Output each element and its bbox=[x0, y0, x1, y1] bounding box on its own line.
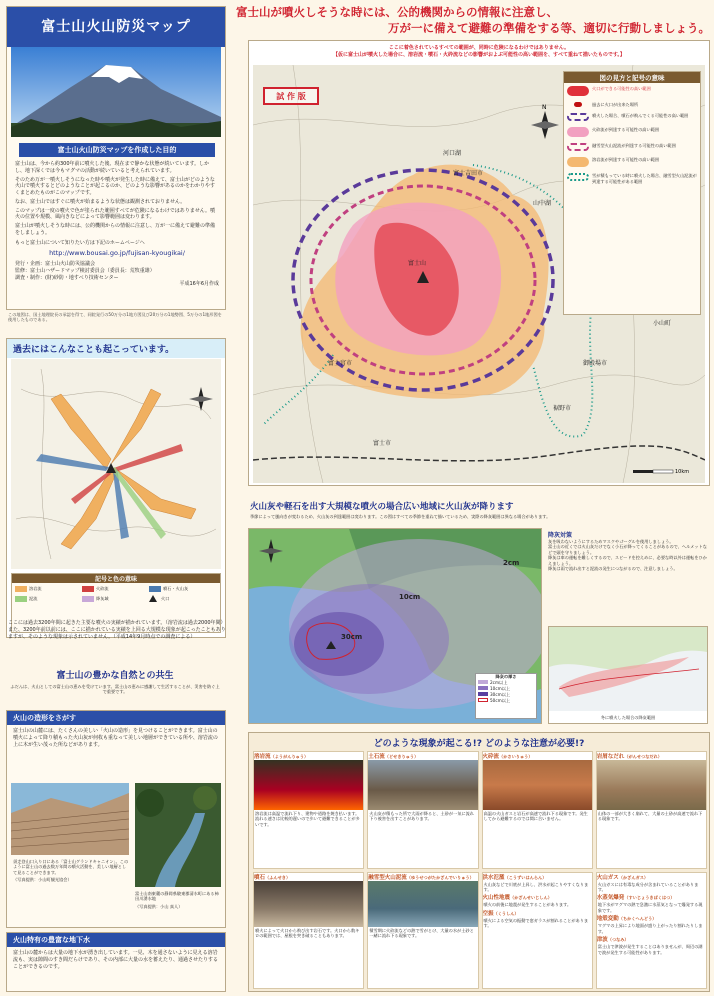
ash-legend-item: 10cm以上 bbox=[476, 685, 536, 691]
info-url[interactable]: http://www.bousai.go.jp/fujisan-kyougikai/ bbox=[49, 249, 185, 258]
contour-label-10cm: 10cm bbox=[399, 593, 421, 601]
city-label-susono: 裾野市 bbox=[553, 405, 572, 412]
inset-map bbox=[548, 626, 708, 724]
ash-swatch-30-icon bbox=[478, 692, 488, 696]
legend-item: 融雪型火山泥流が到達する可能性の高い範囲 bbox=[567, 143, 697, 151]
publisher-2: 監修：富士山ハザードマップ検討委員会（委員長：荒牧重雄） bbox=[15, 267, 155, 274]
phenomenon-card: 土石流（どせきりゅう） 火山灰が積もった所で大雨が降ると、土砂が一気に流れ下り被害を出すことがあります。 bbox=[367, 751, 478, 869]
city-label-fujisan: 富士山 bbox=[408, 260, 427, 267]
water-heading: 火山特有の豊富な地下水 bbox=[7, 933, 225, 947]
snow-lahar-photo bbox=[368, 881, 477, 927]
phenomenon-card: 溶岩流（ようがんりゅう） 溶岩流は高温で流れ下り、建物や道路を焼き払います。流れる速さは比較的遅いので歩いて避難できることが多いです。 bbox=[253, 751, 364, 869]
past-legend-item: 噴石・火山灰 bbox=[149, 586, 213, 592]
inset-caption: 冬に噴火した場合の降灰範囲 bbox=[600, 715, 656, 720]
hazard-legend bbox=[563, 71, 701, 315]
crater-swatch-icon bbox=[567, 86, 589, 96]
ballistic-swatch-icon bbox=[567, 113, 589, 121]
contour-label-30cm: 30cm bbox=[341, 633, 363, 641]
phenomena-grid bbox=[253, 751, 707, 989]
map-source-caption: この地図は、国土地理院長の承認を得て、同院発行の50万分の1地方図及び20万分の1地勢図、5万分の1地形図を使用したものである。 bbox=[8, 312, 222, 323]
nature-intro: ふだんは、火山としての富士山の恵みを受けています。富士山の恵みに感謝して生活することが、災害を防ぐ上で重要です。 bbox=[10, 684, 220, 695]
past-heading: 過去にはこんなことも起こっています。 bbox=[7, 339, 225, 358]
past-legend-item: 降灰域 bbox=[82, 595, 146, 602]
legend-item: 雪が積もっている時に噴火した場合、融雪型火山泥流が到達する可能性がある範囲 bbox=[567, 173, 697, 184]
ash-note-heading: 降灰対策 bbox=[548, 532, 573, 539]
more-info: もっと富士山について知りたい方は下記のホームページへ bbox=[15, 239, 145, 246]
ash-map-panel bbox=[248, 528, 542, 724]
phenomenon-card: 噴石（ふんせき） 噴火によって火口から飛び出す岩石です。火口から数キロの範囲では、屋根を突き破ることもあります。 bbox=[253, 872, 364, 990]
past-compass-icon bbox=[189, 387, 213, 411]
svg-text:N: N bbox=[542, 104, 547, 111]
legend-item: 過去に火口が出来た場所 bbox=[567, 102, 697, 107]
lava-photo bbox=[254, 760, 363, 810]
city-label-fujinomiya: 富士宮市 bbox=[328, 360, 353, 367]
legend-item: 火砕流が到達する可能性の高い範囲 bbox=[567, 127, 697, 137]
nature-heading: 富士山の豊かな自然との共生 bbox=[56, 671, 174, 681]
ash-legend-title: 降灰の厚さ bbox=[495, 674, 517, 679]
pyroclastic-photo bbox=[483, 760, 592, 810]
canyon-caption: 須走登山口入り口にある「富士山グランドキャニオン」。このように富士山の過去数万年間の噴火活動を、美しい地層として見ることができます。 （写真提供：小山町観光協会） bbox=[13, 859, 129, 883]
publisher-3: 調査・制作：(財)砂防・地すべり技術センター bbox=[15, 274, 119, 281]
past-description: ここには過去3200年間に起きた主要な噴火の実績が描かれています。（溶岩流は過去2000年間）また、3200年前以前には、ここに描かれている実績を上回る大規模な現象が起こったこともありますが、そのような現象は示されていません。（平成14年9月時点での調査による） bbox=[8, 620, 226, 640]
ash-note-4: 降灰は雨で流れ出すと泥流の発生につながるので、注意しましょう。 bbox=[548, 566, 678, 572]
city-label-fujiyoshida: 富士吉田市 bbox=[453, 170, 484, 177]
snow-lahar-swatch-icon bbox=[567, 173, 589, 181]
ash-swatch-icon bbox=[149, 586, 161, 592]
ash-note-3: 降灰は車の運転を難しくするので、スピードを控えめに、必要な時以外は運転をひかえましょう。 bbox=[548, 555, 707, 566]
page-title: 富士山火山防災マップ bbox=[41, 19, 191, 35]
purpose-heading: 富士山火山防災マップを作成した目的 bbox=[19, 143, 215, 157]
lahar-swatch-icon bbox=[15, 596, 27, 602]
spring-caption: 富士山南東麓の静岡県駿東郡清水町にある柿田川湧水地 （写真提供：小山 真人） bbox=[135, 891, 219, 909]
past-legend-title: 記号と色の意味 bbox=[12, 574, 220, 583]
main-headline bbox=[236, 4, 710, 36]
ashfall-swatch-icon bbox=[82, 596, 94, 602]
scale-label: 10km bbox=[675, 469, 690, 475]
landform-panel bbox=[6, 710, 226, 928]
legend-item: 火口ができる可能性の高い範囲 bbox=[567, 86, 697, 96]
ash-subheading: 季節によって風向きが変わるため、火山灰の到達範囲は変わります。この図はすべての季節を重ねて描いているため、実際の降灰範囲は異なる場合があります。 bbox=[250, 514, 551, 519]
landform-heading: 火山の造形をさがす bbox=[7, 711, 225, 725]
spring-photo bbox=[135, 783, 221, 887]
hazard-map-panel bbox=[248, 40, 710, 486]
purpose-p3: なお、富士山ではすぐに噴火が始まるような状態は観測されておりません。 bbox=[15, 198, 186, 205]
ash-heading: 火山灰や軽石を出す大規模な噴火の場合広い地域に火山灰が降ります bbox=[250, 502, 514, 512]
purpose-body bbox=[15, 161, 219, 288]
avalanche-photo bbox=[597, 760, 706, 810]
headline-line-1: 富士山が噴火しそうな時には、公的機関からの情報に注意し、 bbox=[236, 5, 558, 19]
city-label-kawaguchiko: 河口湖 bbox=[443, 150, 462, 157]
hazard-legend-title: 図の見方と記号の意味 bbox=[564, 72, 700, 83]
ash-legend-item: 2cm以上 bbox=[476, 679, 536, 685]
legend-item: 噴火した場合、噴石が飛んでくる可能性の高い範囲 bbox=[567, 113, 697, 121]
city-label-gotemba: 御殿場市 bbox=[583, 360, 608, 367]
phenomenon-card: 洪水氾濫（こうずいはんらん） 火山灰などで川底が上昇し、洪水が起こりやすくなります。 火山性地震（かざんせいじしん） 噴火の前後に地震が発生することがあります。 空振（くうしん） 噴火による空気の振動で窓ガラスが割れることがあります。 bbox=[482, 872, 593, 990]
ash-swatch-50-icon bbox=[478, 698, 488, 702]
phenomenon-card: 融雪型火山泥流（ゆうせつがたかざんでいりゅう） 積雪期に火砕流などの熱で雪がとけ、大量の水が土砂と一緒に流れ下る現象です。 bbox=[367, 872, 478, 990]
city-label-oyama: 小山町 bbox=[653, 320, 672, 327]
purpose-p2: そのため万が一噴火しそうになった時や噴火が発生した時に備えて、富士山がどのような火山で噴火するとどのようなことが起こるのか、どのような影響があるのかをわかりやすくまとめたものがこのマップです。 bbox=[15, 176, 216, 196]
water-panel bbox=[6, 932, 226, 992]
pyroclastic-swatch-icon bbox=[82, 586, 94, 592]
trial-stamp: 試 作 版 bbox=[263, 87, 319, 105]
ash-note-2: 富士山の近くでは火山灰だけでなく小石が降ってくることがあるので、ヘルメットなどで頭を守りましょう。 bbox=[548, 544, 707, 555]
crater-icon bbox=[149, 595, 157, 602]
headline-line-2: 万が一に備えて避難の準備をする等、適切に行動しましょう。 bbox=[388, 21, 710, 35]
past-map bbox=[11, 359, 221, 569]
hazard-intro: ここに着色されているすべての範囲が、同時に危険になるわけではありません。 【仮に富士山が噴火した場合に、溶岩流・噴石・火砕流などの影響がおよぶ可能性の高い範囲を、すべて重ねて描いたものです。】 bbox=[333, 45, 625, 58]
past-legend-item: 泥流 bbox=[15, 595, 79, 602]
city-label-fuji: 富士市 bbox=[373, 440, 392, 447]
debris-flow-photo bbox=[368, 760, 477, 810]
legend-item: 溶岩流が到達する可能性の高い範囲 bbox=[567, 157, 697, 167]
ballistic-photo bbox=[254, 881, 363, 927]
ash-swatch-10-icon bbox=[478, 686, 488, 690]
past-legend-item: 火砕流 bbox=[82, 586, 146, 592]
past-crater-dot-icon bbox=[574, 102, 582, 107]
city-label-yamanakako: 山中湖 bbox=[533, 200, 552, 207]
past-eruptions-panel bbox=[6, 338, 226, 638]
phenomenon-card: 火砕流（かさいりゅう） 高温の火山ガスと岩石が高速で流れ下る現象です。発生してから避難するのでは間に合いません。 bbox=[482, 751, 593, 869]
date-note: 平成16年6月作成 bbox=[179, 281, 219, 288]
title-card bbox=[6, 6, 226, 310]
phenomenon-card: 岩屑なだれ（がんせつなだれ） 山体の一部が大きく崩れて、大量の土砂が高速で流れ下る現象です。 bbox=[596, 751, 707, 869]
ash-legend-item: 30cm以上 bbox=[476, 691, 536, 697]
publisher-1: 発行・企画：富士山火山防災協議会 bbox=[15, 261, 96, 268]
ash-note-1: 灰を吸わないようにするためマスクやゴーグルを使用しましょう。 bbox=[548, 539, 674, 544]
contour-label-2cm: 2cm bbox=[503, 559, 520, 567]
fuji-photo bbox=[11, 47, 221, 137]
pyroclastic-swatch-icon bbox=[567, 127, 589, 137]
past-legend-item: 火口 bbox=[149, 595, 213, 602]
title-banner bbox=[7, 7, 225, 47]
ash-legend bbox=[475, 673, 537, 719]
phenomena-panel bbox=[248, 732, 710, 992]
phenomenon-card: 火山ガス（かざんガス） 火山ガスには有毒な成分が含まれていることがあります。 水蒸気爆発（すいじょうきばくはつ） 地下水がマグマの熱で急激に水蒸気となって爆発する現象です。 地殻変動（ちかくへんどう） マグマの上昇により地面が盛り上がったり割れたりします。 津波（つなみ） 富士山で津波が発生することはありませんが、周辺の湖で波が発生する可能性があります。 bbox=[596, 872, 707, 990]
ash-swatch-2-icon bbox=[478, 680, 488, 684]
lahar-swatch-icon bbox=[567, 143, 589, 151]
ash-legend-item: 50cm以上 bbox=[476, 697, 536, 703]
lava-swatch-icon bbox=[567, 157, 589, 167]
water-text: 富士山の麓からは大量の地下水が湧き出しています。一見、木を通さないように見える溶岩流も、実は隙間のすき間だらけであり、その内部に大量の水を蓄えたり、通過させたりすることができるのです。 bbox=[13, 950, 219, 970]
past-legend-item: 溶岩流 bbox=[15, 586, 79, 592]
purpose-p1: 富士山は、今から約300年前に噴火した後、現在まで静かな状態が続いています。しかし、地下深くでは今もマグマの活動が続いていると考えられています。 bbox=[15, 161, 210, 174]
landform-text: 富士山の山麓には、たくさんの美しい「火山の造形」を見つけることができます。富士山の噴火によって降り積もった火山灰が何枚も重なって美しい地層ができている所や、溶岩流の上に木が生い茂った所などがあります。 bbox=[13, 728, 218, 748]
canyon-photo bbox=[11, 783, 129, 855]
lava-swatch-icon bbox=[15, 586, 27, 592]
ash-notes bbox=[548, 530, 710, 620]
phenomena-heading: どのような現象が起こる!? どのような注意が必要!? bbox=[373, 739, 585, 749]
purpose-p4: このマップは一度の噴火で色が塗られた範囲すべてが危険になるわけではありません。噴火の位置や規模、風向きなどによって影響範囲は変わります。 bbox=[15, 207, 216, 221]
purpose-p5: 富士山が噴火しそうな時には、公的機関からの情報に注意し、万が一に備えて避難の準備をしましょう。 bbox=[15, 223, 216, 236]
